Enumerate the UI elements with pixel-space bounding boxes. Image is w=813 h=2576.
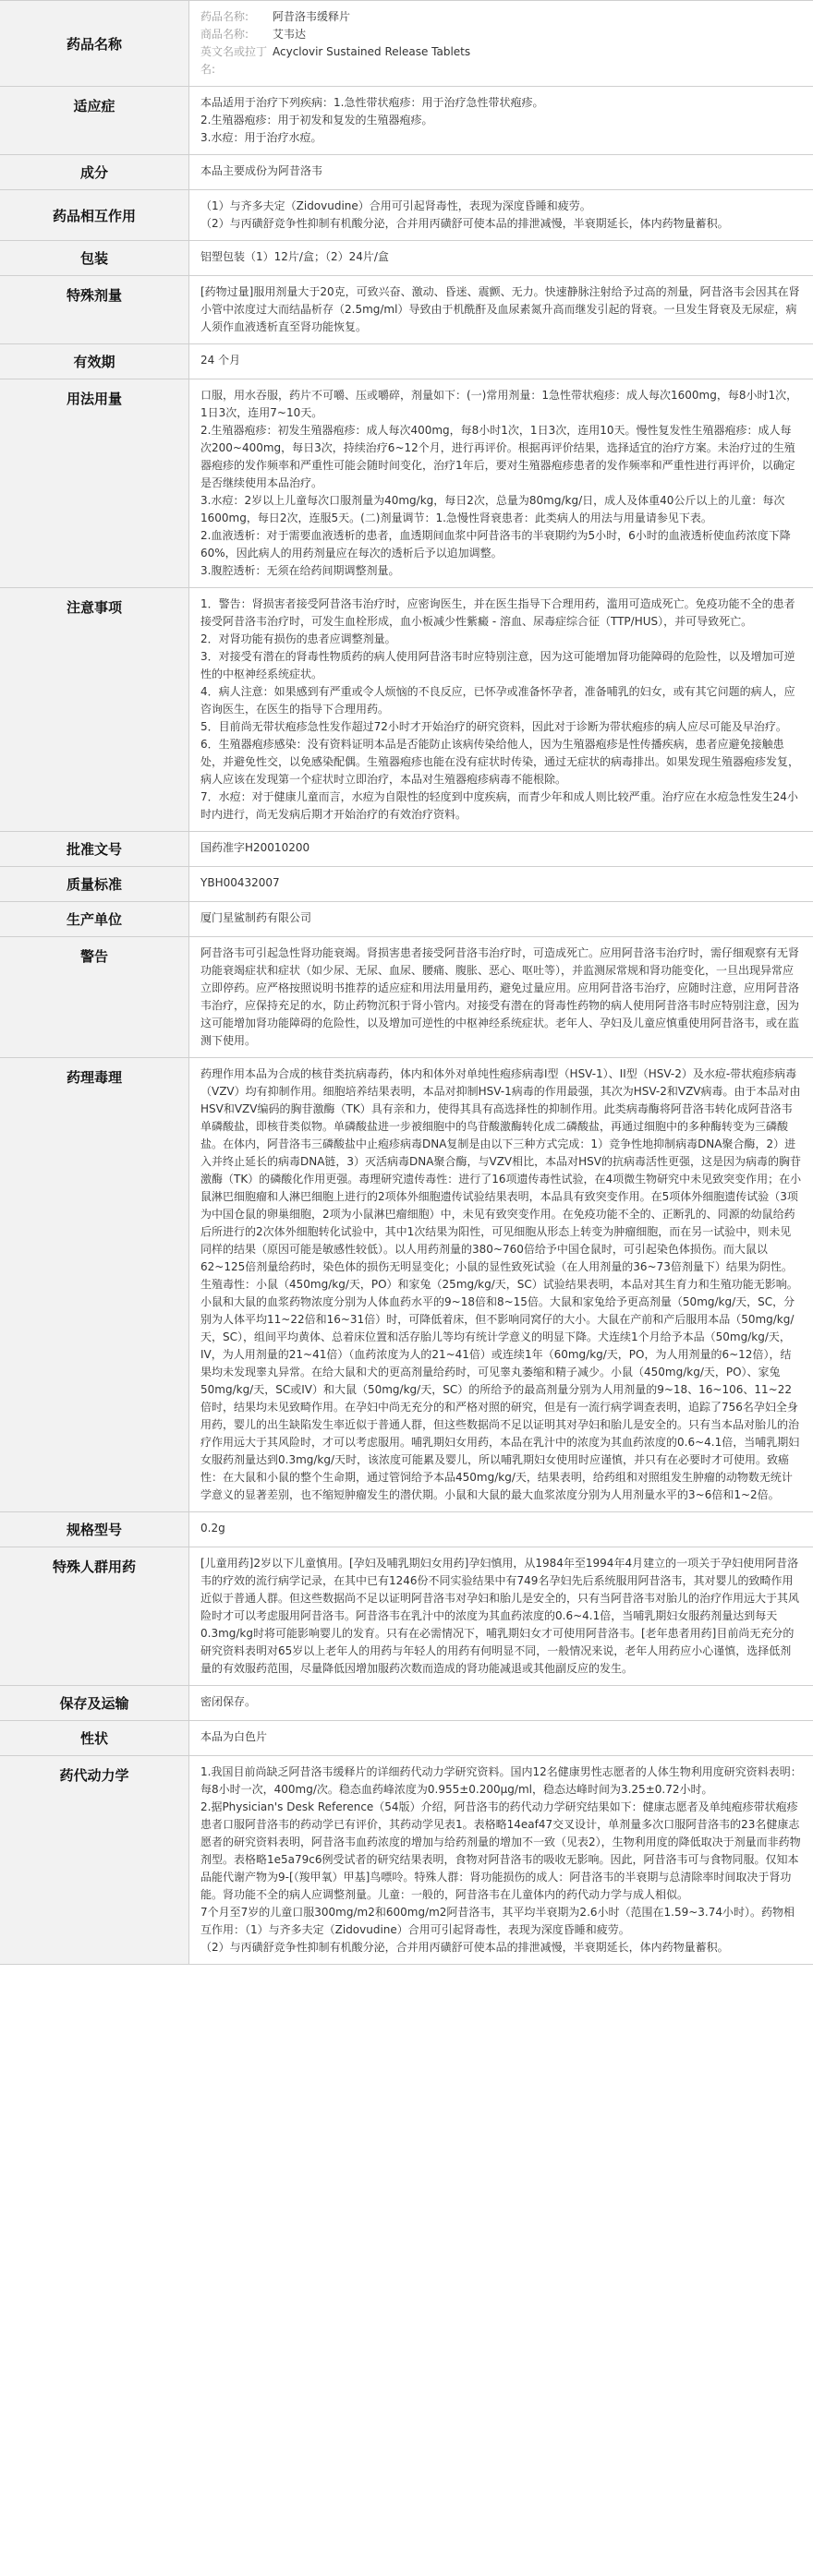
info-row [0, 832, 813, 867]
value-paragraph: [药物过量]服用剂量大于20克，可致兴奋、激动、昏迷、震颤、无力。快速静脉注射给予过高的剂量，阿昔洛韦会因其在肾小管中浓度过大而结晶析存（2.5mg/ml）导致由于机酰酐及血尿素氮升高而继发引起的肾衰。一旦发生肾衰及无尿症，病人须作血液透析直至肾功能恢复。 [200, 285, 800, 333]
value-paragraph: （1）与齐多夫定（Zidovudine）合用可引起肾毒性，表现为深度昏睡和疲劳。 [200, 199, 591, 212]
row-label: 包装 [0, 241, 189, 275]
value-paragraph: 本品主要成份为阿昔洛韦 [200, 164, 323, 177]
info-row [0, 902, 813, 937]
row-value [189, 1686, 813, 1720]
name-key: 药品名称: [200, 10, 249, 23]
info-row [0, 155, 813, 190]
name-value: 阿昔洛韦缓释片 [273, 10, 351, 23]
row-value [189, 344, 813, 379]
row-value [189, 379, 813, 587]
row-value [189, 1547, 813, 1685]
info-row [0, 1547, 813, 1686]
value-paragraph: 3．对接受有潜在的肾毒性物质药的病人使用阿昔洛韦时应特别注意，因为这可能增加肾功能障碍的危险性，以及增加可逆性的中枢神经系统症状。 [200, 650, 795, 680]
row-value [189, 937, 813, 1057]
value-paragraph: 阿昔洛韦可引起急性肾功能衰竭。肾损害患者接受阿昔洛韦治疗时，可造成死亡。应用阿昔洛韦治疗时，需仔细观察有无肾功能衰竭症状和症状（如少尿、无尿、血尿、腰痛、腹胀、恶心、呕吐等），并监测尿常规和肾功能变化，一旦出现异常应立即停药。应严格按照说明书推荐的适应症和用法用量用药，避免过量应用。应用阿昔洛韦治疗，应随时注意，应用阿昔洛韦治疗，应保持充足的水，防止药物沉积于肾小管内。对接受有潜在的肾毒性药物的病人使用阿昔洛韦时应特别注意，因为这可能增加肾功能障碍的危险性，以及增加可逆性的中枢神经系统症状。老年人、孕妇及儿童应慎重使用阿昔洛韦，或在监测下使用。 [200, 946, 800, 1047]
row-label: 特殊剂量 [0, 276, 189, 343]
value-paragraph: 24 个月 [200, 354, 241, 367]
value-paragraph: 厦门星鲨制药有限公司 [200, 911, 312, 924]
value-paragraph: 4．病人注意：如果感到有严重或令人烦恼的不良反应，已怀孕或准备怀孕者，准备哺乳的妇女，或有其它问题的病人，应咨询医生，在医生的指导下合理用药。 [200, 685, 795, 716]
value-paragraph: 本品为白色片 [200, 1730, 268, 1743]
row-value [189, 588, 813, 831]
row-label: 质量标准 [0, 867, 189, 901]
row-label: 规格型号 [0, 1512, 189, 1547]
value-paragraph: 铝塑包装（1）12片/盒；（2）24片/盒 [200, 250, 389, 263]
info-row [0, 867, 813, 902]
row-label: 药品相互作用 [0, 190, 189, 240]
row-label: 生产单位 [0, 902, 189, 936]
info-row [0, 1756, 813, 1965]
info-row [0, 241, 813, 276]
name-value: 艾韦达 [273, 28, 307, 41]
row-label: 用法用量 [0, 379, 189, 587]
value-paragraph: YBH00432007 [200, 876, 280, 889]
row-value [189, 832, 813, 866]
value-paragraph: 密闭保存。 [200, 1695, 257, 1708]
name-value: Acyclovir Sustained Release Tablets [273, 45, 471, 58]
row-value [189, 867, 813, 901]
value-paragraph: 口服，用水吞服，药片不可嚼、压或嚼碎，剂量如下：(一)常用剂量：1急性带状疱疹：成人每次1600mg，每8小时1次，1日3次，连用7~10天。 [200, 389, 798, 419]
row-value [189, 1512, 813, 1547]
name-key: 英文名或拉丁名: [200, 45, 268, 76]
value-paragraph: 1．警告：肾损害者接受阿昔洛韦治疗时，应密询医生，并在医生指导下合理用药，滥用可造成死亡。免疫功能不全的患者接受阿昔洛韦治疗时，可发生血栓形成，血小板减少性紫癜 - 溶血、尿毒症综合征（TTP/HUS），并可导致死亡。 [200, 597, 795, 628]
value-paragraph: 3.腹腔透析：无须在给药间期调整剂量。 [200, 564, 400, 577]
row-label: 警告 [0, 937, 189, 1057]
name-line [200, 26, 802, 43]
info-row [0, 1721, 813, 1756]
row-label: 注意事项 [0, 588, 189, 831]
value-paragraph: （2）与丙磺舒竞争性抑制有机酸分泌，合并用丙磺舒可使本品的排泄减慢，半衰期延长，体内药物量蓄积。 [200, 1941, 729, 1954]
row-label: 性状 [0, 1721, 189, 1755]
row-label: 药品名称 [0, 1, 189, 86]
row-value [189, 1756, 813, 1964]
name-line [200, 43, 802, 78]
row-value [189, 241, 813, 275]
value-paragraph: 7个月至7岁的儿童口服300mg/m2和600mg/m2阿昔洛韦，其平均半衰期为2.6小时（范围在1.59~3.74小时）。药物相互作用：（1）与齐多夫定（Zidovudine）合用可引起肾毒性，表现为深度昏睡和疲劳。 [200, 1906, 795, 1936]
row-label: 有效期 [0, 344, 189, 379]
row-label: 适应症 [0, 87, 189, 154]
info-row [0, 588, 813, 832]
value-paragraph: 本品适用于治疗下列疾病：1.急性带状疱疹：用于治疗急性带状疱疹。 [200, 96, 544, 109]
value-paragraph: [儿童用药]2岁以下儿童慎用。[孕妇及哺乳期妇女用药]孕妇慎用，从1984年至1994年4月建立的一项关于孕妇使用阿昔洛韦的疗效的流行病学记录，在其中已有1246份不同实验结果中有749名孕妇先后系统服用阿昔洛韦，其对婴儿的致畸作用近似于普通人群。但这些数据尚不足以证明阿昔洛韦对孕妇和胎儿是安全的，只有当阿昔洛韦对胎儿的治疗作用远大于其风险时才可以考虑服用阿昔洛韦。阿昔洛韦在乳汁中的浓度为其血药浓度的0.6~4.1倍，当哺乳期妇女服药剂量达到每天0.3mg/kg时将可能影响婴儿的发育。只有在必需情况下，哺乳期妇女才可使用阿昔洛韦。[老年患者用药]目前尚无充分的研究资料表明对65岁以上老年人的用药与年轻人的用药有何明显不同，一般情况来说，老年人用药应小心谨慎，选择低剂量的有效服药范围，尽量降低因增加服药次数而造成的肾功能减退或其他副反应的发生。 [200, 1557, 800, 1675]
value-paragraph: 6．生殖器疱疹感染：没有资料证明本品是否能防止该病传染给他人，因为生殖器疱疹是性传播疾病，患者应避免接触患处，并避免性交，以免感染配偶。生殖器疱疹也能在没有症状时传染，通过无症状的病毒排出。如果发现生殖器疱疹发复，病人应该在发现第一个症状时立即治疗，本品对生殖器疱疹病毒不能根除。 [200, 738, 800, 786]
value-paragraph: 2．对肾功能有损伤的患者应调整剂量。 [200, 632, 396, 645]
row-value [189, 1721, 813, 1755]
value-paragraph: 7．水痘：对于健康儿童而言，水痘为自限性的轻度到中度疾病，而青少年和成人则比较严重。治疗应在水痘急性发生24小时内进行，尚无发病后期才开始治疗的有效治疗资料。 [200, 790, 798, 821]
value-paragraph: 2.生殖器疱疹：用于初发和复发的生殖器疱疹。 [200, 114, 433, 126]
row-value [189, 155, 813, 189]
name-line [200, 8, 802, 26]
value-paragraph: 药理作用本品为合成的核苷类抗病毒药，体内和体外对单纯性疱疹病毒I型（HSV-1）、II型（HSV-2）及水痘-带状疱疹病毒（VZV）均有抑制作用。细胞培养结果表明，本品对抑制HSV-1病毒的作用最强，其次为HSV-2和VZV病毒。由于本品对由HSV和VZV编码的胸苷激酶（TK）具有亲和力，使得其具有高选择性的抑制作用。此类病毒酶将阿昔洛韦转化成阿昔洛韦单磷酸盐，即核苷类似物。单磷酸盐进一步被细胞中的鸟苷酸激酶转化成二磷酸盐，再通过细胞中的多种酶转变为三磷酸盐。在体内，阿昔洛韦三磷酸盐中止疱疹病毒DNA复制是由以下三种方式完成：1）竞争性地抑制病毒DNA聚合酶，2）进入并终止延长的病毒DNA链，3）灭活病毒DNA聚合酶，与VZV相比，本品对HSV的抗病毒活性更强，这是因为病毒的胸苷激酶（TK）的磷酸化作用更强。毒理研究遗传毒性：进行了16项遗传毒性试验，在4项微生物研究中未见致突变作用；在小鼠淋巴细胞瘤和人淋巴细胞上进行的2项体外细胞遗传试验结果表明，本品具有致突变作用。在5项体外细胞遗传试验（3项为中国仓鼠的卵巢细胞，2项为小鼠淋巴瘤细胞）中，未见有致突变作用。在免疫功能不全的、正断乳的、同源的幼鼠给药后所进行的2次体外细胞转化试验中，其中1次结果为阳性，可见细胞从形态上转变为肿瘤细胞，而在另一试验中，则未见同样的结果（原因可能是敏感性较低）。以人用药剂量的380~760倍给予中国仓鼠时，可引起染色体损伤。而大鼠以62~125倍剂量给药时，染色体的损伤无明显变化；小鼠的显性致死试验（在人用剂量的36~73倍剂量下）结果为阴性。生殖毒性：小鼠（450mg/kg/天，PO）和家兔（25mg/kg/天，SC）试验结果表明，本品对其生育力和生殖功能无影响。小鼠和大鼠的血浆药物浓度分别为人体血药水平的9~18倍和8~15倍。大鼠和家兔给予更高剂量（50mg/kg/天，SC，分别为人体平均11~22倍和16~31倍）时，可降低着床，但不影响同窝仔的大小。大鼠在产前和产后服用本品（50mg/kg/天，SC），组间平均黄体、总着床位置和活存胎儿等均有统计学意义的明显下降。犬连续1个月给予本品（50mg/kg/天，IV，为人用剂量的21~41倍）（血药浓度为人的21~41倍）或连续1年（60mg/kg/天，PO，为人用剂量的6~12倍），结果均未发现睾丸异常。在给大鼠和犬的更高剂量给药时，可见睾丸萎缩和精子减少。小鼠（450mg/kg/天，PO）、家兔50mg/kg/天，SC或IV）和大鼠（50mg/kg/天，SC）的所给予的最高剂量分别为人用剂量的9~18、16~106、11~22倍时，结果均未见致畸作用。在孕妇中尚无充分的和严格对照的研究，但是有一流行病学调查表明，追踪了756名孕妇全身用药，婴儿的出生缺陷发生率近似于普通人群，但这些数据尚不足以证明其对孕妇和胎儿是安全的。只有当本品对胎儿的治疗作用远大于其风险时，才可以考虑服用。哺乳期妇女用药，本品在乳汁中的浓度为其血药浓度的0.6~4.1倍，当哺乳期妇女服药剂量达到0.3mg/kg/天时，该浓度可能累及婴儿，所以哺乳期妇女使用时应谨慎，并只有在必要时才可使用。致癌性：在大鼠和小鼠的整个生命期，通过管饲给予本品450mg/kg/天，结果表明，给药组和对照组发生肿瘤的动物数无统计学意义的显著差别，也不缩短肿瘤发生的潜伏期。小鼠和大鼠的最大血浆浓度分别为人用剂量水平的3~6倍和1~2倍。 [200, 1067, 802, 1501]
info-row [0, 1512, 813, 1547]
info-row [0, 1058, 813, 1512]
row-value [189, 190, 813, 240]
value-paragraph: （2）与丙磺舒竞争性抑制有机酸分泌，合并用丙磺舒可使本品的排泄减慢，半衰期延长，体内药物量蓄积。 [200, 217, 729, 230]
info-row [0, 190, 813, 241]
row-value [189, 276, 813, 343]
row-label: 特殊人群用药 [0, 1547, 189, 1685]
info-row [0, 1, 813, 87]
row-label: 药代动力学 [0, 1756, 189, 1964]
value-paragraph: 国药准字H20010200 [200, 841, 310, 854]
value-paragraph: 3.水痘：2岁以上儿童每次口服剂量为40mg/kg，每日2次，总量为80mg/kg/日，成人及体重40公斤以上的儿童：每次1600mg，每日2次，连服5天。(二)剂量调节：1.急慢性肾衰患者：此类病人的用法与用量请参见下表。 [200, 494, 785, 524]
row-value [189, 902, 813, 936]
info-row [0, 937, 813, 1058]
row-label: 保存及运输 [0, 1686, 189, 1720]
info-row [0, 379, 813, 588]
name-key: 商品名称: [200, 28, 249, 41]
row-label: 批准文号 [0, 832, 189, 866]
info-row [0, 1686, 813, 1721]
row-value [189, 1058, 813, 1511]
value-paragraph: 1.我国目前尚缺乏阿昔洛韦缓释片的详细药代动力学研究资料。国内12名健康男性志愿者的人体生物利用度研究资料表明：每8小时一次，400mg/次。稳态血药峰浓度为0.955±0.200μg/ml，稳态达峰时间为3.25±0.72小时。 [200, 1765, 802, 1796]
value-paragraph: 3.水痘：用于治疗水痘。 [200, 131, 322, 144]
row-value [189, 87, 813, 154]
value-paragraph: 5．目前尚无带状疱疹急性发作超过72小时才开始治疗的研究资料，因此对于诊断为带状疱疹的病人应尽可能及早治疗。 [200, 720, 787, 733]
row-label: 成分 [0, 155, 189, 189]
info-row [0, 276, 813, 344]
value-paragraph: 2.血液透析：对于需要血液透析的患者，血透期间血浆中阿昔洛韦的半衰期约为5小时，6小时的血液透析使血药浓度下降60%，因此病人的用药剂量应在每次的透析后予以追加调整。 [200, 529, 791, 560]
row-value [189, 1, 813, 86]
value-paragraph: 2.据Physician's Desk Reference（54版）介绍，阿昔洛韦的药代动力学研究结果如下：健康志愿者及单纯疱疹带状疱疹患者口服阿昔洛韦的药动学已有评价，其药动学见表1。表格略14eaf47交叉设计，单剂量多次口服阿昔洛韦的23名健康志愿者的研究资料表明，阿昔洛韦血药浓度的增加与给药剂量的增加不一致（见表2），生物利用度的降低取决于剂量而非药物剂型。表格略1e5a79c6例受试者的研究结果表明，食物对阿昔洛韦的吸收无影响。因此，阿昔洛韦可与食物同服。仅知本品能代谢产物为9-[（羧甲氧）甲基]鸟嘌呤。特殊人群：肾功能损伤的成人：阿昔洛韦的半衰期与总清除率时间取决于肾功能。肾功能不全的病人应调整剂量。儿童：一般的，阿昔洛韦在儿童体内的药代动力学与成人相似。 [200, 1800, 801, 1901]
info-row [0, 344, 813, 379]
row-label: 药理毒理 [0, 1058, 189, 1511]
value-paragraph: 0.2g [200, 1522, 225, 1535]
value-paragraph: 2.生殖器疱疹：初发生殖器疱疹：成人每次400mg，每8小时1次，1日3次，连用10天。慢性复发性生殖器疱疹：成人每次200~400mg，每日3次，持续治疗6~12个月，进行再评价。根据再评价结果，选择适宜的治疗方案。未治疗过的生殖器疱疹的发作频率和严重性可能会随时间变化，治疗1年后，要对生殖器疱疹患者的发作频率和严重性进行再评价，以确定是否继续使用本品治疗。 [200, 424, 795, 489]
info-row [0, 87, 813, 155]
